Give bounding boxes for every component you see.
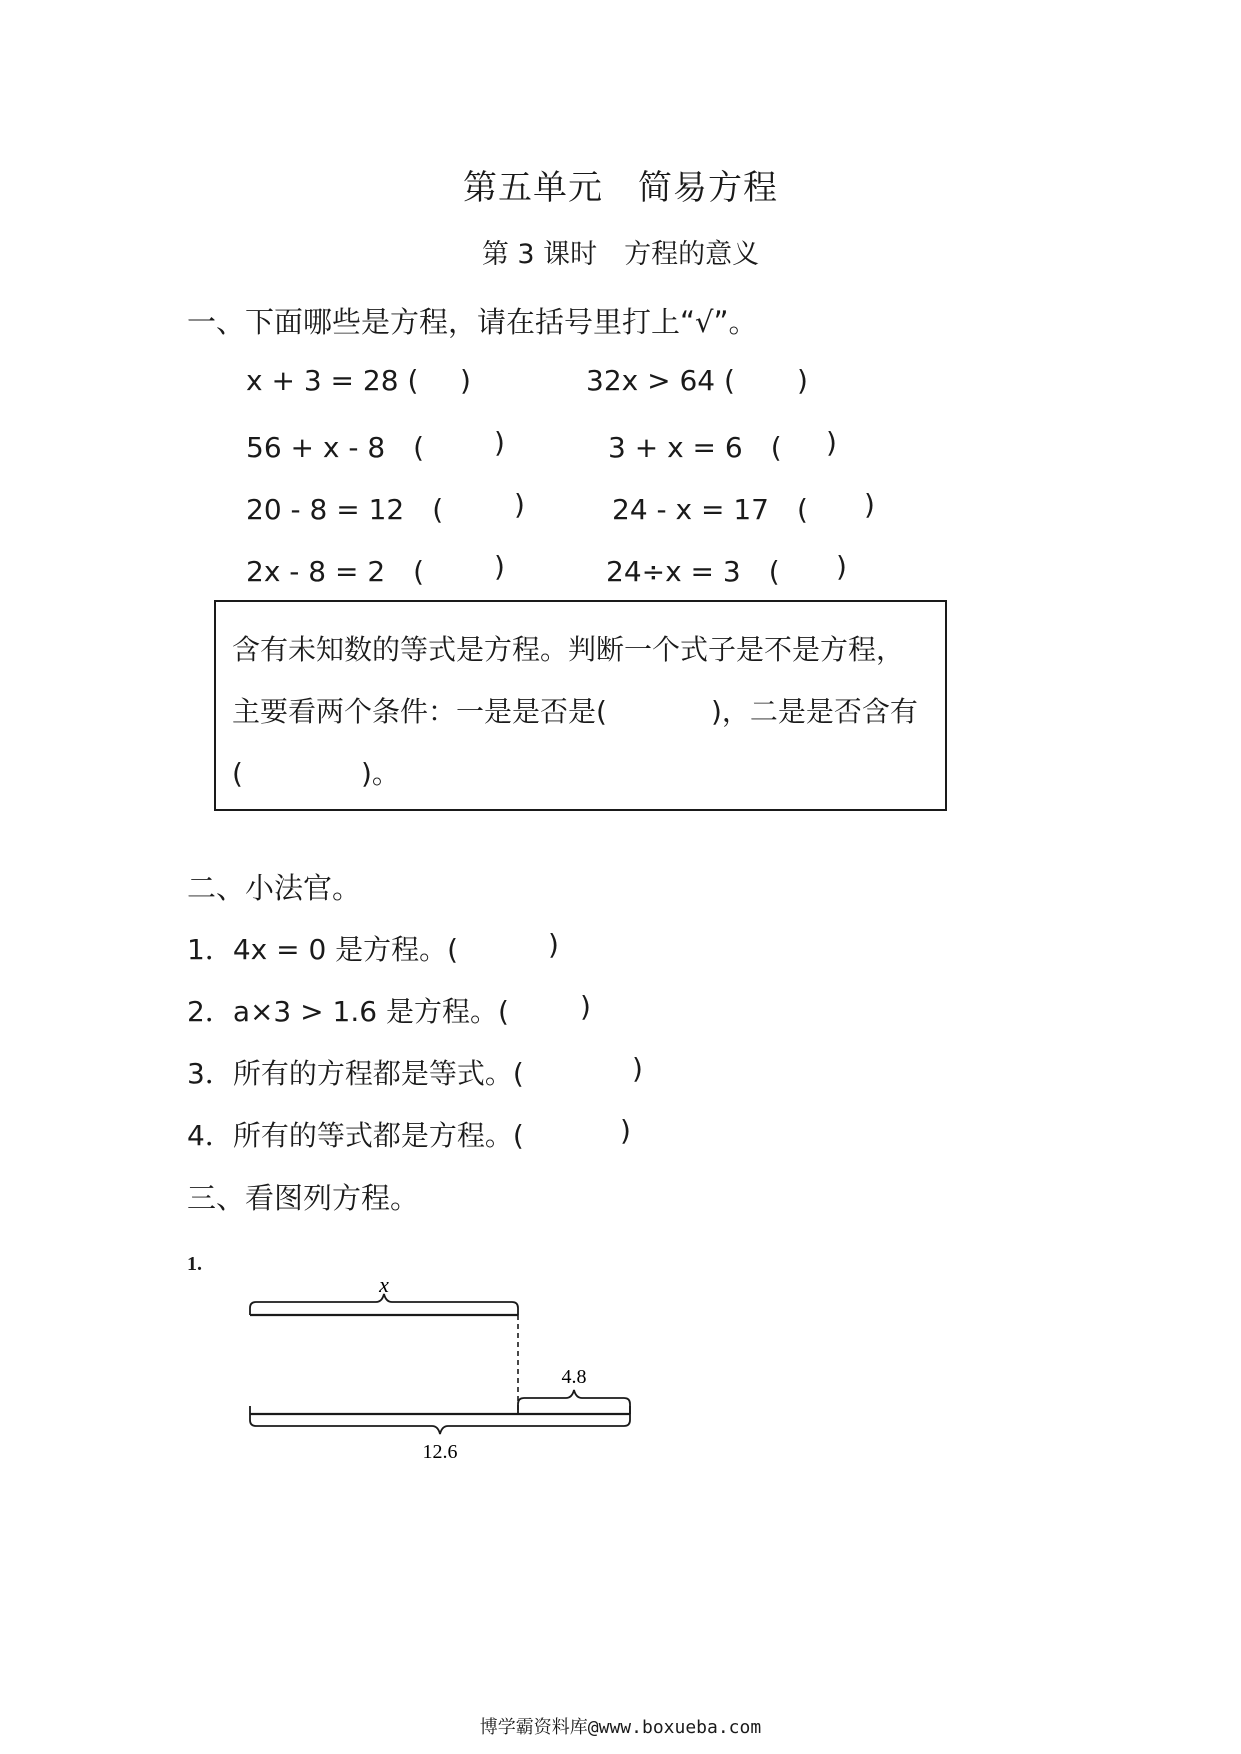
definition-box xyxy=(214,600,947,811)
answer-paren-close: ) xyxy=(514,488,525,521)
page-title: 第五单元 简易方程 xyxy=(463,168,778,208)
section-3-heading: 三、看图列方程。 xyxy=(187,1181,420,1215)
answer-paren-close: ) xyxy=(836,550,847,583)
equation-item: x + 3 = 28 ( xyxy=(246,364,419,397)
right-label: 4.8 xyxy=(561,1366,587,1388)
answer-paren-close: ) xyxy=(632,1052,643,1085)
section-1-heading: 一、下面哪些是方程，请在括号里打上“√”。 xyxy=(187,305,758,339)
equation-item: 32x > 64 ( xyxy=(586,364,735,397)
segment-diagram xyxy=(230,1280,650,1470)
answer-paren-close: ) xyxy=(580,990,591,1023)
definition-line-3: ( )。 xyxy=(232,757,400,790)
equation-item: 56 + x - 8 ( xyxy=(246,431,425,464)
top-label: x xyxy=(379,1280,389,1297)
answer-paren-close: ) xyxy=(460,364,471,397)
equation-item: 24÷x = 3 ( xyxy=(606,555,780,588)
equation-item: 20 - 8 = 12 ( xyxy=(246,493,444,526)
judge-question: 4．所有的等式都是方程。( xyxy=(187,1119,524,1152)
right-brace xyxy=(518,1390,630,1414)
top-brace xyxy=(250,1294,518,1315)
equation-item: 3 + x = 6 ( xyxy=(608,431,782,464)
answer-paren-close: ) xyxy=(797,364,808,397)
answer-paren-close: ) xyxy=(826,426,837,459)
answer-paren-close: ) xyxy=(494,426,505,459)
definition-line-1: 含有未知数的等式是方程。判断一个式子是不是方程， xyxy=(232,633,905,666)
equation-item: 24 - x = 17 ( xyxy=(612,493,808,526)
problem-number: 1. xyxy=(187,1253,202,1275)
judge-question: 3．所有的方程都是等式。( xyxy=(187,1057,524,1090)
answer-paren-close: ) xyxy=(864,488,875,521)
judge-question: 2．a×3 > 1.6 是方程。( xyxy=(187,995,509,1028)
footer-watermark: 博学霸资料库@www.boxueba.com xyxy=(479,1717,762,1738)
equation-item: 2x - 8 = 2 ( xyxy=(246,555,425,588)
bottom-label: 12.6 xyxy=(422,1441,458,1463)
bottom-brace xyxy=(250,1406,630,1434)
judge-question: 1．4x = 0 是方程。( xyxy=(187,933,459,966)
answer-paren-close: ) xyxy=(548,928,559,961)
lesson-subtitle: 第 3 课时 方程的意义 xyxy=(481,239,760,270)
definition-line-2: 主要看两个条件：一是是否是( )，二是是否含有 xyxy=(232,695,918,728)
section-2-heading: 二、小法官。 xyxy=(187,871,362,905)
answer-paren-close: ) xyxy=(494,550,505,583)
answer-paren-close: ) xyxy=(620,1114,631,1147)
